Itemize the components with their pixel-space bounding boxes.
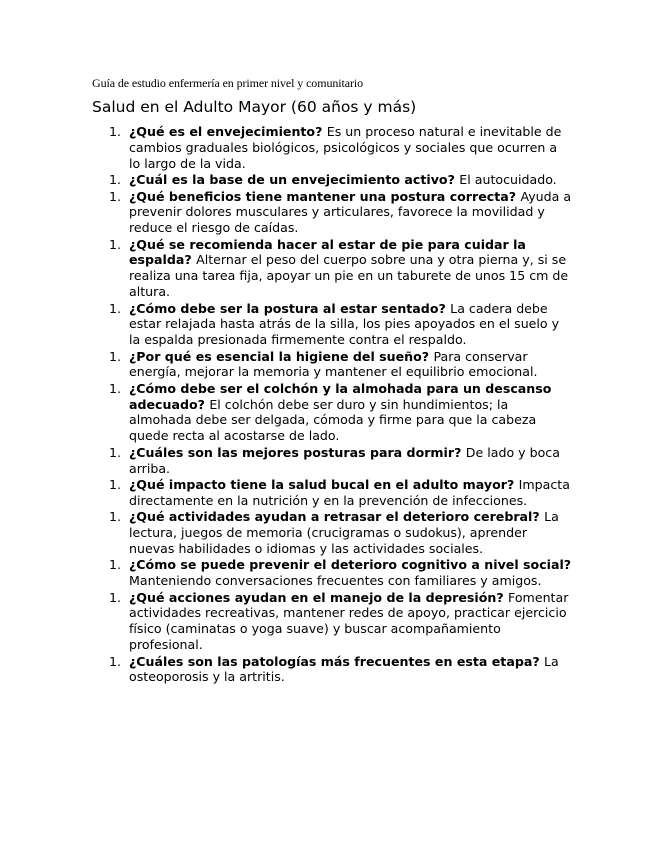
list-number: 1. [109, 589, 122, 605]
answer-text: La cadera debe estar relajada hasta atrás de la silla, los pies apoyados en el suelo y la espalda presionada firmemente contra el respaldo. [129, 300, 560, 348]
list-item [92, 509, 572, 556]
list-number: 1. [109, 444, 122, 460]
answer-text: Alternar el peso del cuerpo sobre una y otra pierna y, si se realiza una tarea fija, apoyar un pie en un taburete de unos 15 cm de altura. [129, 252, 569, 300]
list-number: 1. [109, 557, 122, 573]
answer-text: Es un proceso natural e inevitable de cambios graduales biológicos, psicológicos y sociales que ocurren a lo largo de la vida. [129, 124, 562, 171]
list-item [92, 237, 572, 300]
answer-text: De lado y boca arriba. [129, 444, 560, 476]
list-item [92, 381, 572, 444]
question-text: ¿Qué beneficios tiene mantener una postura correcta? [129, 188, 521, 204]
list-item [92, 557, 572, 589]
qa-list [92, 124, 572, 686]
question-text: ¿Cuáles son las mejores posturas para dormir? [129, 444, 466, 460]
answer-text: Fomentar actividades recreativas, mantener redes de apoyo, practicar ejercicio físico (caminatas o yoga suave) y buscar acompañamiento profesional. [129, 589, 569, 653]
answer-text: El colchón debe ser duro y sin hundimientos; la almohada debe ser delgada, cómoda y firme para que la cabeza quede recta al acostarse de lado. [129, 396, 537, 444]
answer-text: Para conservar energía, mejorar la memoria y mantener el equilibrio emocional. [129, 348, 538, 380]
list-item [92, 172, 572, 188]
answer-text: Ayuda a prevenir dolores musculares y articulares, favorece la movilidad y reduce el riesgo de caídas. [129, 188, 572, 236]
answer-text: La osteoporosis y la artritis. [129, 653, 559, 685]
answer-text: Impacta directamente en la nutrición y en la prevención de infecciones. [129, 477, 570, 508]
list-item [92, 590, 572, 653]
list-number: 1. [109, 380, 122, 396]
list-number: 1. [109, 236, 122, 252]
question-text: ¿Cómo debe ser el colchón y la almohada para un descanso adecuado? [129, 380, 552, 412]
list-number: 1. [109, 172, 122, 188]
list-item [92, 189, 572, 236]
list-item [92, 477, 572, 509]
list-item [92, 124, 572, 171]
list-number: 1. [109, 348, 122, 364]
question-text: ¿Cuáles son las patologías más frecuentes en esta etapa? [129, 653, 545, 669]
question-text: ¿Por qué es esencial la higiene del sueño? [129, 348, 434, 364]
list-number: 1. [109, 188, 122, 204]
list-item [92, 654, 572, 686]
question-text: ¿Cuál es la base de un envejecimiento activo? [129, 172, 460, 188]
question-text: ¿Qué es el envejecimiento? [129, 124, 327, 139]
list-number: 1. [109, 300, 122, 316]
question-text: ¿Qué se recomienda hacer al estar de pie para cuidar la espalda? [129, 236, 526, 268]
answer-text: El autocuidado. [459, 172, 557, 188]
list-number: 1. [109, 653, 122, 669]
list-item [92, 445, 572, 477]
question-text: ¿Qué impacto tiene la salud bucal en el adulto mayor? [129, 477, 519, 493]
answer-text: La lectura, juegos de memoria (crucigramas o sudokus), aprender nuevas habilidades o idiomas y las actividades sociales. [129, 509, 559, 556]
answer-text: Manteniendo conversaciones frecuentes con familiares y amigos. [129, 573, 542, 589]
question-text: ¿Qué acciones ayudan en el manejo de la depresión? [129, 589, 509, 605]
list-number: 1. [109, 124, 122, 139]
list-number: 1. [109, 477, 122, 493]
list-item [92, 349, 572, 381]
page-title: Salud en el Adulto Mayor (60 años y más) [92, 98, 417, 116]
list-item [92, 301, 572, 348]
question-text: ¿Qué actividades ayudan a retrasar el deterioro cerebral? [129, 509, 545, 525]
question-text: ¿Cómo debe ser la postura al estar sentado? [129, 300, 451, 316]
running-header: Guía de estudio enfermería en primer nivel y comunitario [92, 76, 363, 90]
list-number: 1. [109, 509, 122, 525]
question-text: ¿Cómo se puede prevenir el deterioro cognitivo a nivel social? [129, 557, 572, 573]
